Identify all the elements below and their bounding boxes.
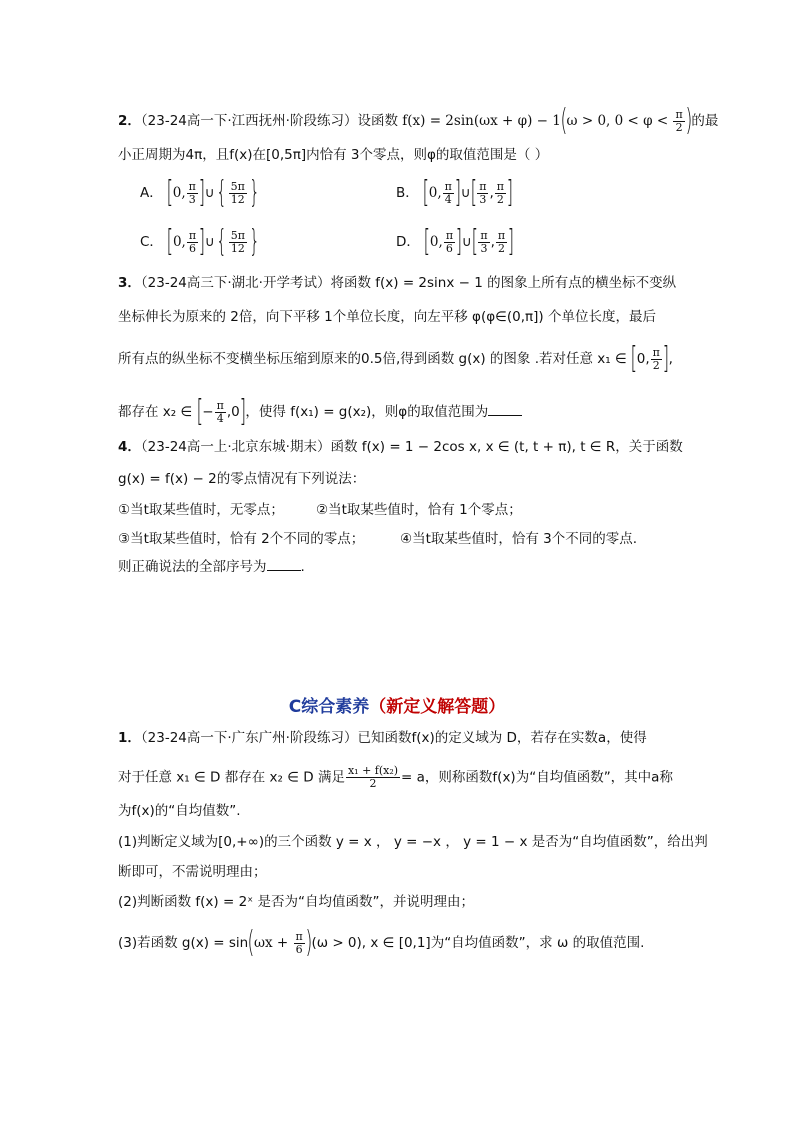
q2-option-a[interactable]: A． [0, $\frac{\pi}{3}$ ]∪{ $\frac{5\pi}{12}$ } <box>140 175 260 210</box>
opt-frac <box>229 230 247 255</box>
opt-frac <box>478 230 489 255</box>
c1-line3: 为f(x)的“自均值数”. <box>118 803 241 819</box>
c1-number: 1． <box>118 730 141 746</box>
option-label: B． <box>396 185 419 201</box>
q3-text: 所有点的纵坐标不变横坐标压缩到原来的0.5倍,得到函数 g(x) 的图象 .若对任意 x₁ ∈ <box>118 351 632 367</box>
c1-text: 对于任意 x₁ ∈ D 都存在 x₂ ∈ D 满足 <box>118 769 345 786</box>
frac-den: 6 <box>445 241 453 255</box>
answer-blank[interactable] <box>488 401 522 416</box>
q4-line5: 则正确说法的全部序号为 . <box>118 556 305 577</box>
bracket: ] <box>506 175 514 210</box>
q2-source: （23-24高一下·江西抚州·阶段练习） <box>140 113 358 129</box>
frac-den: 2 <box>498 241 506 255</box>
frac-num: π <box>675 107 683 121</box>
q3-line3: 所有点的纵坐标不变横坐标压缩到原来的0.5倍,得到函数 g(x) 的图象 .若对任意 x₁ ∈ [0, $\frac{\pi}{2}$ ], <box>118 341 673 376</box>
bracket: [ <box>423 224 431 259</box>
bracket: [ <box>196 394 203 429</box>
frac-num: π <box>479 179 487 193</box>
frac-num: π <box>445 228 454 242</box>
option-label: D． <box>396 234 420 250</box>
frac-num: π <box>480 228 488 242</box>
c1-text: 已知函数f(x)的定义域为 D，若存在实数a，使得 <box>357 730 647 746</box>
q4-number: 4． <box>118 439 141 455</box>
bracket: ] <box>198 175 205 210</box>
q3-text: 都存在 x₂ ∈ <box>118 404 197 420</box>
frac-den: 6 <box>295 942 303 956</box>
paren-right: ) <box>685 103 693 138</box>
c1-expr: ωx + <box>253 935 293 951</box>
frac-num: π <box>497 228 506 242</box>
c1-part3 <box>118 925 645 960</box>
q2-option-d[interactable]: D． [0, $\frac{\pi}{6}$ ]∪[ $\frac{\pi}{3}$ , $\frac{\pi}{2}$ ] <box>396 224 515 259</box>
frac-den: 3 <box>480 241 488 255</box>
q2-line1 <box>118 103 719 138</box>
brace: { <box>215 175 227 210</box>
bracket: [ <box>166 224 174 259</box>
bracket: [ <box>470 175 477 210</box>
frac-num: π <box>188 228 197 242</box>
q3-frac <box>215 400 226 425</box>
q2-line2: 小正周期为4π，且f(x)在[0,5π]内恰有 3个零点，则φ的取值范围是（ ） <box>118 147 549 163</box>
opt-frac <box>496 230 507 255</box>
q2-text-tail: 的最 <box>691 113 719 129</box>
bracket: ] <box>455 224 463 259</box>
frac-num: π <box>444 179 452 193</box>
frac-den: 2 <box>496 192 504 206</box>
c1-text: = a，则称函数f(x)为“自均值函数”，其中a称 <box>401 769 673 786</box>
option-label: C． <box>140 234 163 250</box>
answer-blank[interactable] <box>267 556 301 571</box>
q3-line1 <box>118 273 676 293</box>
q2-text: 设函数 <box>357 113 398 129</box>
q3-line2: 坐标伸长为原来的 2倍，向下平移 1个单位长度，向左平移 φ(φ∈(0,π]) 个单位长度，最后 <box>118 309 656 325</box>
frac-den: 3 <box>479 192 487 206</box>
q2-cond: ω > 0, 0 < φ < <box>566 113 673 129</box>
q4-text: 则正确说法的全部序号为 <box>118 559 267 575</box>
q4-text: 函数 f(x) = 1 − 2cos x, x ∈ (t, t + π), t ∈ R，关于函数 <box>330 439 683 455</box>
paren-left: ( <box>247 925 255 960</box>
c1-text: (3)若函数 g(x) = sin <box>118 935 249 951</box>
q2-func: f(x) = 2sin(ωx + φ) − 1 <box>402 113 561 129</box>
q3-line4: 都存在 x₂ ∈ [− $\frac{\pi}{4}$ ,0]，使得 f(x₁) = g(x₂)，则φ的取值范围为 <box>118 397 522 427</box>
q3-text: 将函数 f(x) = 2sinx − 1 的图象上所有点的横坐标不变纵 <box>330 275 677 291</box>
opt-frac <box>187 181 198 206</box>
frac-den: 12 <box>230 192 245 206</box>
opt-frac <box>477 181 488 206</box>
opt-lo: 0, <box>172 234 186 250</box>
frac-num: π <box>496 179 504 193</box>
bracket: ] <box>198 224 206 259</box>
brace: } <box>249 224 260 259</box>
opt-lo: 0, <box>428 185 442 201</box>
opt-frac <box>444 230 455 255</box>
frac-num: π <box>216 398 224 412</box>
frac-den: 6 <box>188 241 196 255</box>
bracket: [ <box>630 341 638 376</box>
bracket: ] <box>454 175 461 210</box>
c1-line1 <box>118 728 647 748</box>
frac-den: 2 <box>369 777 377 790</box>
bracket: ] <box>662 341 669 376</box>
frac-num: π <box>295 929 303 943</box>
c1-source: （23-24高一下·广东广州·阶段练习） <box>140 730 358 746</box>
q2-option-c[interactable]: C． [0, $\frac{\pi}{6}$ ]∪{ $\frac{5\pi}{12}$ } <box>140 224 260 259</box>
c1-frac <box>294 931 305 956</box>
bracket: ] <box>507 224 515 259</box>
c1-text: (ω > 0), x ∈ [0,1]为“自均值函数”，求 ω 的取值范围. <box>311 935 645 951</box>
frac-num: π <box>188 179 196 193</box>
q4-line2: g(x) = f(x) − 2的零点情况有下列说法： <box>118 471 366 487</box>
paren-left: ( <box>560 103 568 138</box>
frac-num: 5π <box>230 228 246 242</box>
c1-frac <box>346 765 400 790</box>
q4-statement-2: ②当t取某些值时，恰有 1个零点； <box>316 502 522 518</box>
section-title-main: C综合素养 <box>288 697 370 717</box>
q2-number: 2． <box>118 113 141 129</box>
brace: } <box>249 175 260 210</box>
option-label: A． <box>140 185 163 201</box>
brace: { <box>215 224 227 259</box>
q4-statement-1: ①当t取某些值时，无零点； <box>118 502 284 518</box>
frac-den: 3 <box>188 192 196 206</box>
frac-den: 2 <box>675 120 683 134</box>
q2-cond-frac <box>673 109 684 134</box>
c1-part1-b: 断即可，不需说明理由； <box>118 864 267 880</box>
frac-num: x₁ + f(x₂) <box>347 764 399 777</box>
q3-source: （23-24高三下·湖北·开学考试） <box>140 275 331 291</box>
paren-right: ) <box>305 925 313 960</box>
opt-lo: 0, <box>429 234 443 250</box>
bracket: ] <box>239 394 246 429</box>
frac-den: 2 <box>652 358 660 372</box>
opt-frac <box>229 181 247 206</box>
frac-den: 4 <box>444 192 452 206</box>
opt-lo: 0, <box>172 185 186 201</box>
frac-num: 5π <box>230 179 245 193</box>
bracket: [ <box>471 224 478 259</box>
q3-number: 3． <box>118 275 141 291</box>
q4-statement-3: ③当t取某些值时，恰有 2个不同的零点； <box>118 531 365 547</box>
q3-frac <box>651 347 662 372</box>
bracket: [ <box>422 175 430 210</box>
opt-frac <box>187 230 198 255</box>
frac-den: 4 <box>216 411 224 425</box>
c1-line2 <box>118 765 673 790</box>
q3-text: ，使得 f(x₁) = g(x₂)，则φ的取值范围为 <box>245 404 489 420</box>
q4-line1 <box>118 437 683 457</box>
frac-den: 12 <box>230 241 245 255</box>
q4-statement-4: ④当t取某些值时，恰有 3个不同的零点. <box>400 531 638 547</box>
c1-part1-a: (1)判断定义域为[0,+∞)的三个函数 y = x ， y = −x ， y = 1 − x 是否为“自均值函数”，给出判 <box>118 834 708 850</box>
bracket: [ <box>166 175 174 210</box>
section-title-sub: （新定义解答题） <box>369 697 506 717</box>
section-title <box>0 692 794 717</box>
q4-source: （23-24高一上·北京东城·期末） <box>140 439 331 455</box>
q2-option-b[interactable]: B． [0, $\frac{\pi}{4}$ ]∪[ $\frac{\pi}{3}$ , $\frac{\pi}{2}$ ] <box>396 175 514 210</box>
opt-frac <box>443 181 454 206</box>
opt-frac <box>495 181 506 206</box>
c1-part2: (2)判断函数 f(x) = 2ˣ 是否为“自均值函数”，并说明理由； <box>118 894 474 910</box>
frac-num: π <box>652 345 660 359</box>
